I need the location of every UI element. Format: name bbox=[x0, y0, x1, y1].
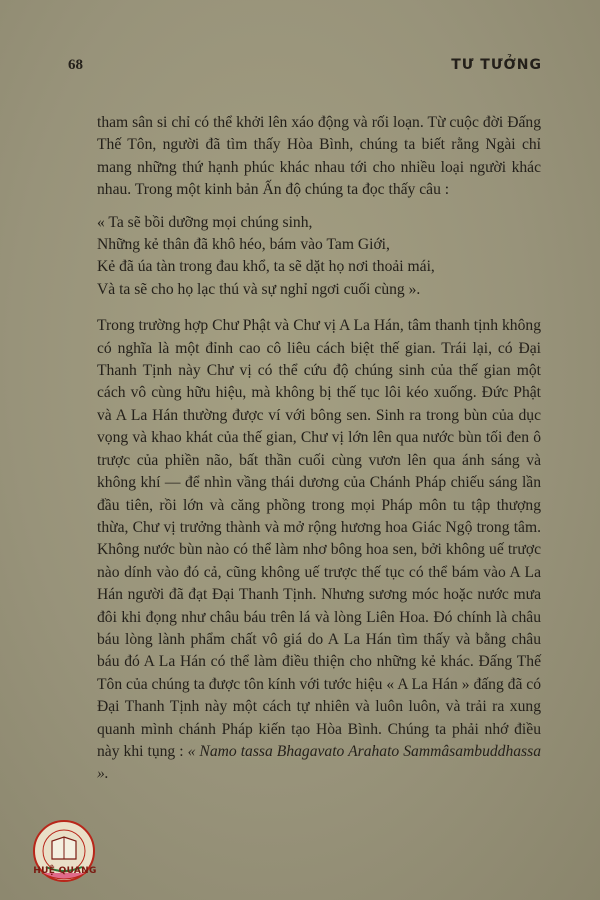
verse-quote bbox=[97, 212, 541, 302]
paragraph-1: tham sân si chỉ có thể khởi lên xáo động và rối loạn. Từ cuộc đời Đấng Thế Tôn, người đã tìm thấy Hòa Bình, chúng ta biết rằng Ngài chỉ mang những thứ hạnh phúc khác nhau tới cho nhiều loại người khác nhau. Trong một kinh bản Ấn độ chúng ta đọc thấy câu : bbox=[97, 114, 541, 199]
chant-text: « Namo tassa Bhagavato Arahato Sammâsambuddhassa ». bbox=[97, 742, 541, 783]
page-header bbox=[68, 52, 542, 78]
page-number: 68 bbox=[68, 56, 83, 73]
logo-caption: HUỆ QUANG bbox=[33, 866, 97, 876]
paragraph-2 bbox=[97, 315, 541, 786]
verse-line: Và ta sẽ cho họ lạc thú và sự nghỉ ngơi cuối cùng ». bbox=[97, 280, 421, 298]
verse-line: « Ta sẽ bồi dưỡng mọi chúng sinh, bbox=[97, 213, 313, 231]
running-title: TƯ TƯỞNG bbox=[451, 57, 542, 73]
hue-quang-logo-icon bbox=[22, 815, 106, 895]
verse-line: Những kẻ thân đã khô héo, bám vào Tam Giới, bbox=[97, 236, 390, 254]
verse-line: Kẻ đã úa tàn trong đau khổ, ta sẽ dặt họ nơi thoải mái, bbox=[97, 258, 435, 276]
paragraph-2-text: Trong trường hợp Chư Phật và Chư vị A La Hán, tâm thanh tịnh không có nghĩa là một đỉnh cao cô liêu cách biệt thế gian. Trái lại, có Đại Thanh Tịnh này Chư vị có thể cứu độ chúng sinh của thế gian một cách vô cùng hữu hiệu, mà không bị thế tục lôi kéo xuống. Đức Phật và A La Hán thường được ví với bông sen. Sinh ra trong bùn của dục vọng và khao khát của thế gian, Chư vị lớn lên qua nước bùn tối đen ô trược của phiền não, bất thần cuối cùng vươn lên qua ánh sáng và không khí — để nhìn vầng thái dương của Chánh Pháp chiếu sáng lần đầu tiên, rồi lớn và căng phồng trong mọi Pháp môn tu tập thượng thừa, Chư vị trưởng thành và mở rộng hương hoa Giác Ngộ trong tâm. Không nước bùn nào có thể làm nhơ bông hoa sen, bởi không uế trược nào dính vào đó cả, cũng không uế trược thế tục có thể bám vào A La Hán người đã đạt Đại Thanh Tịnh. Nhưng sương móc hoặc nước mưa đôi khi đọng như châu báu trên lá và lòng Liên Hoa. Đó chính là châu báu lòng lành phẩm chất vô giá do A La Hán tìm thấy và bằng châu báu đó A La Hán có thể làm điều thiện cho những kẻ khác. Đấng Thế Tôn của chúng ta được tôn kính với tước hiệu « A La Hán » đấng đã có Đại Thanh Tịnh này một cách tự nhiên và luôn luôn, và trải ra xung quanh mình chánh Pháp kiến tạo Hòa Bình. Chúng ta phải nhớ điều này khi tụng : bbox=[97, 317, 541, 760]
body-text bbox=[97, 112, 541, 786]
